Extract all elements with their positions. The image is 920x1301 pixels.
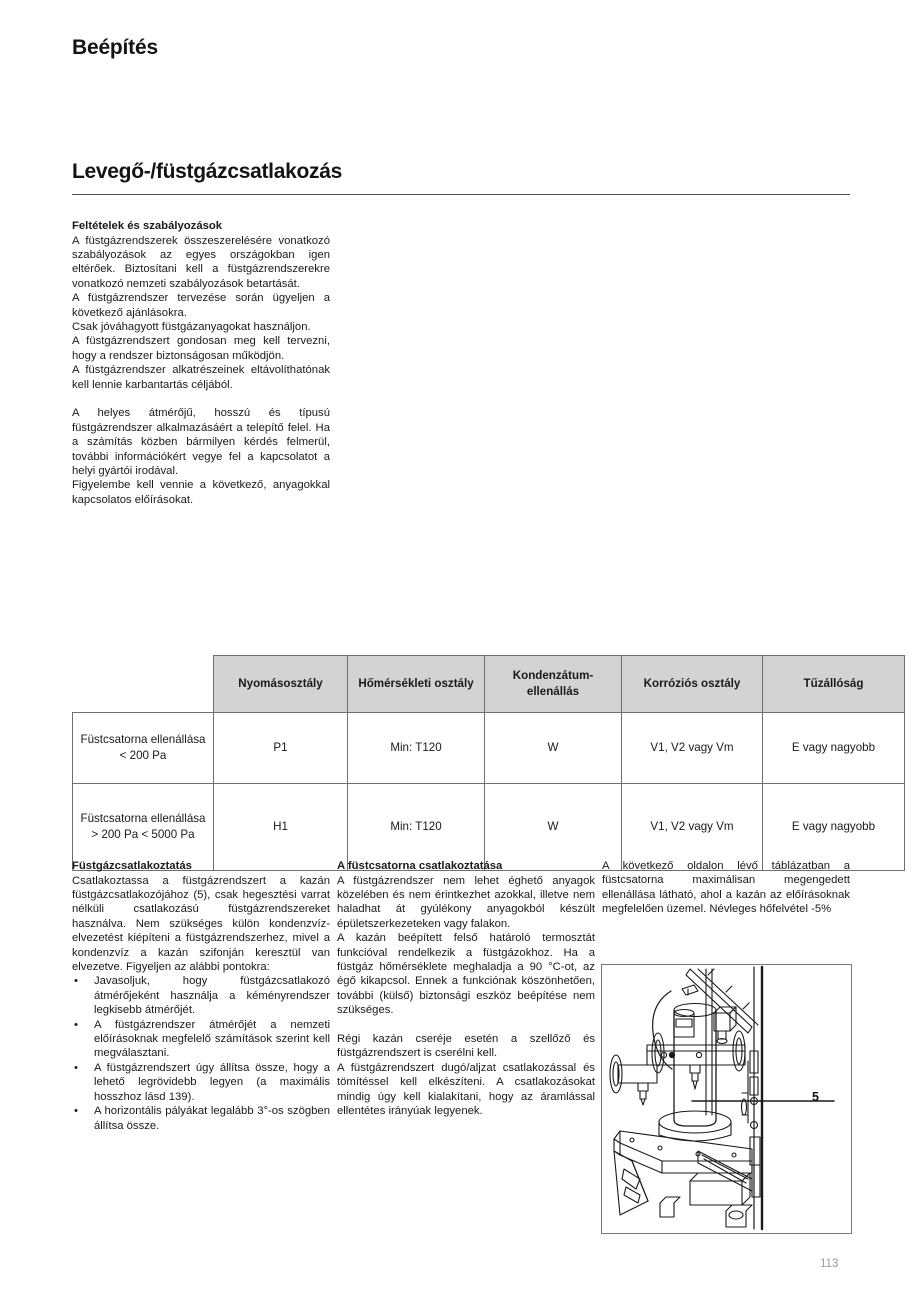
list-item-label: A füstgázrendszert úgy állítsa össze, hogy a lehető legrövidebb legyen (a maximális hosszhoz lásd 139).: [94, 1061, 330, 1103]
table-cell-corrosion-class: V1, V2 vagy Vm: [622, 713, 763, 784]
intro-paragraph-7: Figyelembe kell vennie a következő, anyagokkal kapcsolatos előírásokat.: [72, 479, 330, 506]
list-item-label: A horizontális pályákat legalább 3°-os szögben állítsa össze.: [94, 1105, 330, 1132]
table-cell-temperature-class: Min: T120: [348, 713, 485, 784]
list-item-label: A füstgázrendszer átmérőjét a nemzeti előírásoknak megfelelő számítások szerint kell megválasztani.: [94, 1018, 330, 1060]
figure-callout-5: 5: [812, 1090, 819, 1104]
table-header: [73, 656, 905, 713]
list-item: [72, 974, 330, 1017]
table-cell-condensate-resistance: W: [485, 713, 622, 784]
intro-heading: Feltételek és szabályozások: [72, 220, 223, 232]
page-number: 113: [820, 1258, 839, 1270]
left-column: [72, 859, 330, 1133]
intro-paragraph-3: Csak jóváhagyott füstgázanyagokat használjon.: [72, 321, 311, 334]
middle-column-paragraph-3: Régi kazán cseréje esetén a szellőző és füstgázrendszert is cserélni kell.: [337, 1033, 595, 1060]
intro-paragraph-6: A helyes átmérőjű, hosszú és típusú füstgázrendszer alkalmazásáért a telepítő felel. Ha a számítás közben bármilyen kérdés felmerül, további információkért vegye fel a kapcsolatot a helyi gyártói irodával.: [72, 407, 330, 478]
table-cell-condensate-resistance: W: [485, 784, 622, 871]
table-header-pressure-class: Nyomásosztály: [214, 656, 348, 713]
section-title: Levegő-/füstgázcsatlakozás: [72, 160, 342, 183]
middle-column-paragraph-4: A füstgázrendszert dugó/aljzat csatlakozással és tömítéssel kell elkészíteni. A csatlakozásokat mindig úgy kell kialakítani, hogy az áramlással ellentétes irányúak legyenek.: [337, 1061, 595, 1118]
table-header-condensate-resistance: Kondenzátum-ellenállás: [485, 656, 622, 713]
left-column-heading: Füstgázcsatlakoztatás: [72, 860, 192, 872]
right-column: [602, 859, 850, 917]
middle-column-paragraph-2: A kazán beépített felső határoló termosztát funkcióval rendelkezik a füstgázokhoz. Ha a füstgáz hőmérséklete meghaladja a 90 °C-ot, az égő kikapcsol. Ennek a funkciónak köszönhetően, további (külső) biztonsági eszköz beépítése nem szükséges.: [337, 932, 595, 1017]
left-column-bullet-list: [72, 974, 330, 1132]
bullet-marker: •: [74, 1018, 78, 1031]
table-cell-corrosion-class: V1, V2 vagy Vm: [622, 784, 763, 871]
table-row: [73, 713, 905, 784]
chapter-title: Beépítés: [72, 36, 158, 59]
list-item: [72, 1061, 330, 1104]
table-cell-fire-resistance: E vagy nagyobb: [763, 713, 905, 784]
intro-column: [72, 219, 330, 507]
bullet-marker: •: [74, 1105, 78, 1118]
table-header-corner: [73, 656, 214, 713]
bullet-marker: •: [74, 1061, 78, 1074]
middle-column-paragraph-1: A füstgázrendszer nem lehet éghető anyagok közelében és nem érintkezhet azokkal, illetve nem haladhat át gyúlékony anyagokból készült épületszerkezeteken vagy falakon.: [337, 874, 595, 930]
table-cell-row-label: Füstcsatorna ellenállása < 200 Pa: [73, 713, 214, 784]
list-item-label: Javasoljuk, hogy füstgázcsatlakozó átmérőjeként használja a kéményrendszer legkisebb átmérőjét.: [94, 975, 330, 1017]
table-header-corrosion-class: Korróziós osztály: [622, 656, 763, 713]
flue-specification-table: [72, 655, 905, 871]
table-header-row: [73, 656, 905, 713]
intro-paragraph-2: A füstgázrendszer tervezése során ügyeljen a következő ajánlásokra.: [72, 292, 330, 319]
right-column-paragraph: A következő oldalon lévő táblázatban a füstcsatorna maximálisan megengedett ellenállása látható, ahol a kazán az előírásoknak megfelelően üzemel. Névleges hőfelvétel -5%: [602, 860, 850, 916]
table-cell-pressure-class: H1: [214, 784, 348, 871]
table-row: [73, 784, 905, 871]
middle-column: [337, 859, 595, 1118]
intro-paragraph-4: A füstgázrendszert gondosan meg kell tervezni, hogy a rendszer biztonságosan működjön.: [72, 335, 330, 362]
table-header-fire-resistance: Tűzállóság: [763, 656, 905, 713]
intro-paragraph-1: A füstgázrendszerek összeszerelésére vonatkozó szabályozások az egyes országokban igen eltérőek. Biztosítani kell a füstgázrendszerekre vonatkozó nemzeti szabályozások betartását.: [72, 234, 330, 290]
left-column-paragraph: Csatlakoztassa a füstgázrendszert a kazán füstgázcsatlakozójához (5), csak hegesztési varrat nélküli csatlakozású füstgázrendszereket használva. Nem szükséges külön kondenzvíz-elvezetést kiépíteni a füstgázrendszerhez, mivel a kondenzvíz a kazán szifonján keresztül van elvezetve. Figyeljen az alábbi pontokra:: [72, 874, 330, 974]
table-cell-temperature-class: Min: T120: [348, 784, 485, 871]
bullet-marker: •: [74, 975, 78, 988]
table-cell-fire-resistance: E vagy nagyobb: [763, 784, 905, 871]
middle-column-heading: A füstcsatorna csatlakoztatása: [337, 860, 503, 872]
table-cell-pressure-class: P1: [214, 713, 348, 784]
section-divider: [72, 194, 850, 195]
table-body: [73, 713, 905, 871]
list-item: [72, 1104, 330, 1133]
table-cell-row-label: Füstcsatorna ellenállása > 200 Pa < 5000 Pa: [73, 784, 214, 871]
table-header-temperature-class: Hőmérsékleti osztály: [348, 656, 485, 713]
list-item: [72, 1018, 330, 1061]
intro-paragraph-5: A füstgázrendszer alkatrészeinek eltávolíthatónak kell lennie karbantartás céljából.: [72, 364, 330, 391]
